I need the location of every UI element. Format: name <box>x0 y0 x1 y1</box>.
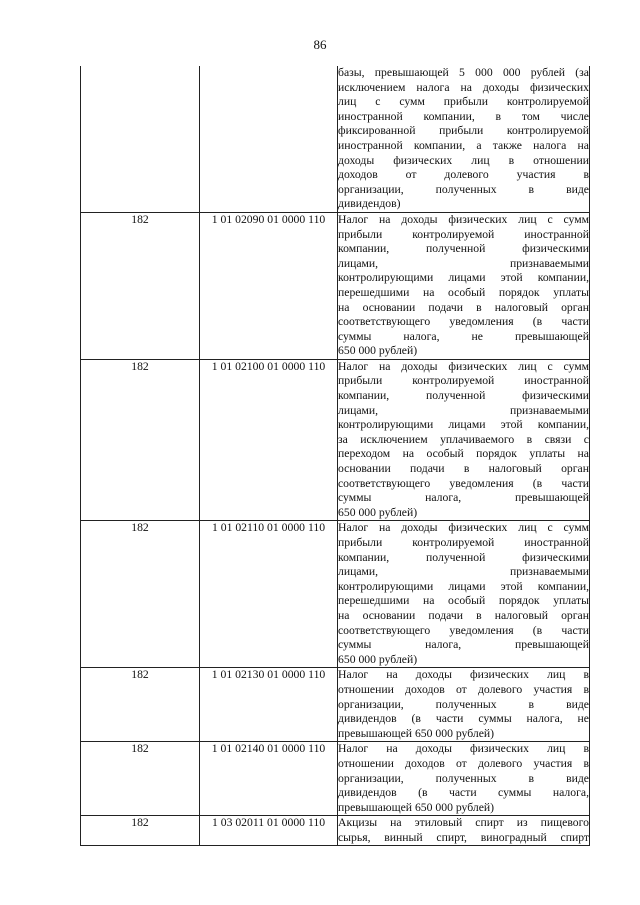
description-line: 650 000 рублей) <box>338 505 418 519</box>
description-line: организации, полученных в виде <box>338 182 589 196</box>
description-line: превышающей 650 000 рублей) <box>338 800 495 814</box>
description-cell <box>338 66 590 212</box>
description-line: Налог на доходы физических лиц с сумм <box>338 212 589 226</box>
description-cell <box>338 742 590 816</box>
description-line: прибыли контролируемой иностранной <box>338 227 589 241</box>
table-row <box>81 816 590 846</box>
description-line: исключением налога на доходы физических <box>338 80 589 94</box>
description-line: Налог на доходы физических лиц в <box>338 668 589 682</box>
description-line: компании, полученной физическими <box>338 550 589 564</box>
description-line: дивидендов) <box>338 197 401 211</box>
description-line: суммы налога, превышающей <box>338 491 589 505</box>
description-line: Налог на доходы физических лиц в <box>338 742 589 756</box>
description-line: на основании подачи в налоговый орган <box>338 300 589 314</box>
admin-code-cell: 182 <box>81 668 200 742</box>
description-line: организации, полученных в виде <box>338 697 589 711</box>
description-line: 650 000 рублей) <box>338 652 418 666</box>
description-cell <box>338 212 590 359</box>
description-cell <box>338 668 590 742</box>
admin-code-cell: 182 <box>81 212 200 359</box>
description-line: лицами, признаваемыми <box>338 403 589 417</box>
description-line: дивидендов (в части суммы налога, <box>338 786 589 800</box>
table-row <box>81 521 590 668</box>
table-row <box>81 66 590 212</box>
description-line: Налог на доходы физических лиц с сумм <box>338 521 589 535</box>
description-line: иностранной компании, в том числе <box>338 109 589 123</box>
description-line: превышающей 650 000 рублей) <box>338 726 495 740</box>
budget-classification-table <box>80 66 590 846</box>
description-line: контролирующими лицами этой компании, <box>338 418 589 432</box>
description-line: Акцизы на этиловый спирт из пищевого <box>338 816 589 830</box>
description-line: компании, полученной физическими <box>338 242 589 256</box>
description-line: перешедшими на особый порядок уплаты <box>338 285 589 299</box>
description-line: организации, полученных в виде <box>338 771 589 785</box>
admin-code-cell: 182 <box>81 742 200 816</box>
description-line: отношении доходов от долевого участия в <box>338 682 589 696</box>
description-line: лицами, признаваемыми <box>338 565 589 579</box>
description-line: отношении доходов от долевого участия в <box>338 756 589 770</box>
page-number: 86 <box>313 37 327 52</box>
description-line: прибыли контролируемой иностранной <box>338 536 589 549</box>
description-line: лицами, признаваемыми <box>338 256 589 270</box>
description-line: лиц с сумм прибыли контролируемой <box>338 95 589 109</box>
kbk-code-cell: 1 01 02090 01 0000 110 <box>200 212 338 359</box>
description-line: Налог на доходы физических лиц с сумм <box>338 359 589 373</box>
description-line: контролирующими лицами этой компании, <box>338 579 589 593</box>
kbk-code-cell: 1 01 02100 01 0000 110 <box>200 359 338 521</box>
description-line: суммы налога, превышающей <box>338 638 589 652</box>
table-row <box>81 359 590 521</box>
kbk-code-cell: 1 01 02110 01 0000 110 <box>200 521 338 668</box>
description-line: контролирующими лицами этой компании, <box>338 271 589 285</box>
description-line: компании, полученной физическими <box>338 389 589 403</box>
kbk-code-cell: 1 01 02140 01 0000 110 <box>200 742 338 816</box>
description-line: за исключением уплачиваемого в связи с <box>338 432 589 446</box>
table-row <box>81 742 590 816</box>
kbk-code-cell <box>200 66 338 212</box>
description-line: дивидендов (в части суммы налога, не <box>338 712 589 726</box>
description-line: суммы налога, не превышающей <box>338 329 589 343</box>
description-cell <box>338 521 590 668</box>
admin-code-cell: 182 <box>81 521 200 668</box>
description-line: соответствующего уведомления (в части <box>338 623 589 637</box>
table-body <box>81 66 590 846</box>
kbk-code-cell: 1 03 02011 01 0000 110 <box>200 816 338 846</box>
admin-code-cell: 182 <box>81 816 200 846</box>
description-line: иностранной компании, а также налога на <box>338 138 589 152</box>
description-line: сырья, винный спирт, виноградный спирт <box>338 830 589 844</box>
description-line: переходом на особый порядок уплаты на <box>338 447 589 461</box>
description-line: 650 000 рублей) <box>338 344 418 358</box>
description-line: фиксированной прибыли контролируемой <box>338 124 589 138</box>
description-line: на основании подачи в налоговый орган <box>338 608 589 622</box>
description-line: прибыли контролируемой иностранной <box>338 374 589 388</box>
description-line: базы, превышающей 5 000 000 рублей (за <box>338 66 589 79</box>
table-row <box>81 668 590 742</box>
description-line: перешедшими на особый порядок уплаты <box>338 594 589 608</box>
kbk-code-cell: 1 01 02130 01 0000 110 <box>200 668 338 742</box>
admin-code-cell: 182 <box>81 359 200 521</box>
table-row <box>81 212 590 359</box>
description-line: соответствующего уведомления (в части <box>338 476 589 490</box>
description-cell <box>338 359 590 521</box>
description-cell <box>338 816 590 846</box>
description-line: соответствующего уведомления (в части <box>338 315 589 329</box>
description-line: доходы физических лиц в отношении <box>338 153 589 167</box>
description-line: основании подачи в налоговый орган <box>338 462 589 476</box>
admin-code-cell <box>81 66 200 212</box>
description-line: доходов от долевого участия в <box>338 168 589 182</box>
